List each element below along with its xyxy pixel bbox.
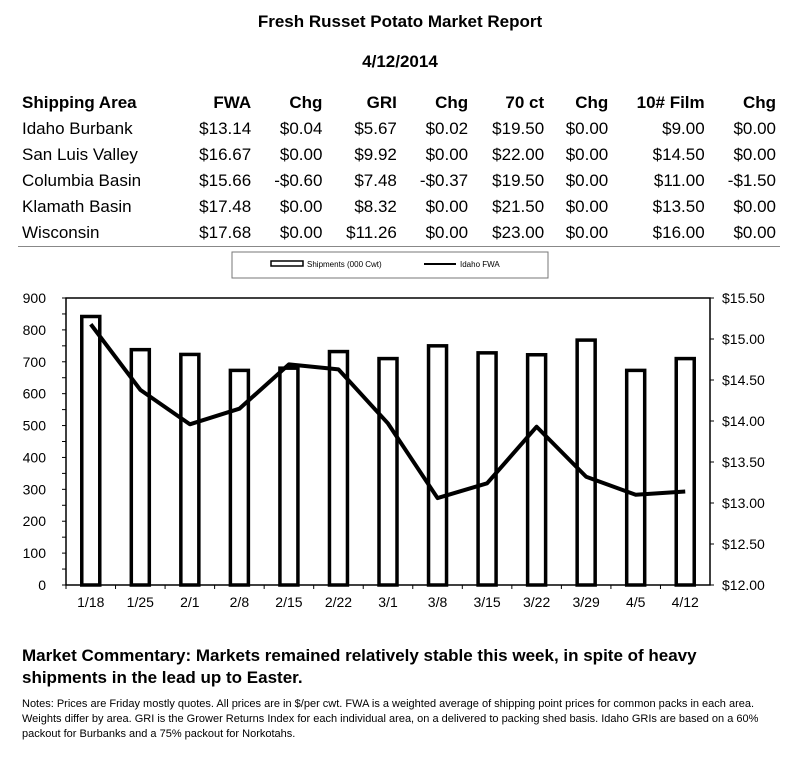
table-cell: $0.00 [565,171,609,190]
table-cell: $14.50 [652,145,705,164]
table-cell: $0.00 [401,220,472,247]
shipments-bar [131,350,149,585]
x-axis-tick-label: 2/1 [180,594,200,610]
right-axis-tick-label: $12.00 [722,577,765,593]
column-header: Chg [289,93,323,112]
table-cell: $0.00 [255,220,326,247]
table-cell: $8.32 [354,197,397,216]
left-axis-tick-label: 100 [22,545,46,562]
x-axis-tick-label: 3/15 [473,594,501,610]
table-cell: $5.67 [354,119,397,138]
table-cell: $17.48 [199,197,252,216]
table-cell: $11.00 [653,171,705,190]
table-cell: Columbia Basin [22,171,142,190]
shipments-bar [379,359,397,585]
x-axis-tick-label: 2/15 [275,594,303,610]
table-cell: $15.66 [199,171,252,190]
shipments-bar [478,353,496,585]
right-axis-tick-label: $15.00 [722,331,765,347]
right-axis-tick-label: $13.50 [722,454,765,470]
shipments-bar [82,316,100,585]
column-header: FWA [213,93,252,112]
table-row [18,168,780,194]
table-cell: $22.00 [492,145,545,164]
table-cell: $0.00 [279,197,323,216]
table-cell: $21.50 [492,197,545,216]
notes: Notes: Prices are Friday mostly quotes. All prices are in $/per cwt. FWA is a weighted average of shipping point prices for common packs in each area. Weights differ by area. GRI is the Grower Returns Index for each individual area, on a delivered to packing shed basis. Idaho GRIs are based on a 60% packout for Burbanks and a 75% packout for Norkotahs. [22,698,759,740]
table-cell: $17.68 [179,220,255,247]
table-cell: $0.04 [279,119,323,138]
column-header: 10# Film [636,93,705,112]
table-row [18,116,780,142]
shipments-bar [329,352,347,585]
x-axis-tick-label: 3/8 [427,594,448,610]
column-header: Chg [742,93,776,112]
table-cell: $7.48 [354,171,397,190]
price-table-body [18,116,780,247]
legend-label-idaho-fwa: Idaho FWA [460,260,500,269]
table-cell: $0.00 [733,119,776,138]
report-date: 4/12/2014 [362,52,438,71]
table-cell: -$0.37 [419,171,469,190]
shipments-bar [577,340,595,585]
x-axis-tick-label: 1/25 [126,594,154,610]
x-axis-tick-label: 1/18 [77,594,105,610]
table-cell: $0.00 [709,220,780,247]
table-row [18,194,780,220]
shipments-bar [528,355,546,585]
left-axis-tick-label: 800 [22,321,46,338]
table-cell: San Luis Valley [22,145,138,164]
table-cell: Wisconsin [18,220,179,247]
left-axis-tick-label: 300 [22,481,46,498]
table-cell: $23.00 [472,220,548,247]
legend-bar-swatch [271,261,303,266]
x-axis-tick-label: 4/5 [625,594,646,610]
right-axis-tick-label: $14.50 [722,372,765,388]
column-header: Chg [435,93,469,112]
table-cell: $0.00 [733,145,776,164]
table-cell: $9.00 [662,119,705,138]
price-table [18,90,780,247]
right-axis-tick-label: $14.00 [722,413,765,429]
price-table-header [18,90,780,116]
table-cell: $13.50 [652,197,705,216]
left-axis-tick-label: 500 [22,417,46,434]
table-cell: Klamath Basin [22,197,132,216]
table-cell: $0.00 [733,197,776,216]
table-cell: $0.00 [565,197,609,216]
left-axis-tick-label: 600 [22,385,46,402]
table-cell: -$0.60 [274,171,323,190]
market-commentary: Market Commentary: Markets remained relatively stable this week, in spite of heavy shipments in the lead up to Easter. [22,646,697,687]
left-axis-tick-label: 900 [22,290,46,306]
table-row [18,142,780,168]
column-header: Chg [575,93,609,112]
table-cell: $0.00 [279,145,323,164]
shipments-bar [429,346,447,585]
x-axis-tick-label: 3/1 [378,594,398,610]
column-header: GRI [366,93,397,112]
right-axis-tick-label: $15.50 [722,290,765,306]
table-cell: $16.67 [199,145,252,164]
table-cell: -$1.50 [727,171,776,190]
table-cell: $16.00 [612,220,708,247]
right-axis-tick-label: $13.00 [722,495,765,511]
table-cell: $11.26 [326,220,400,247]
shipments-bar [676,359,694,585]
left-axis-tick-label: 700 [22,353,46,370]
shipments-bar [181,354,199,585]
right-axis-tick-label: $12.50 [722,536,765,552]
table-cell: $0.00 [565,119,609,138]
x-axis-tick-label: 4/12 [671,594,699,610]
table-cell: $9.92 [354,145,397,164]
left-axis-tick-label: 400 [22,449,46,466]
x-axis-tick-label: 2/8 [229,594,250,610]
column-header: 70 ct [505,93,545,112]
table-cell: $0.00 [425,197,469,216]
table-cell: $19.50 [492,119,545,138]
shipments-fwa-chart [0,240,800,635]
x-axis-tick-label: 2/22 [324,594,353,610]
table-cell: $0.00 [425,145,469,164]
x-axis-tick-label: 3/29 [572,594,600,610]
left-axis-tick-label: 200 [22,513,46,530]
shipments-bar [627,370,645,585]
table-cell: $19.50 [492,171,545,190]
report-title: Fresh Russet Potato Market Report [257,12,543,31]
legend-label-shipments: Shipments (000 Cwt) [307,260,382,269]
shipments-bar [280,368,298,585]
column-header: Shipping Area [22,93,137,112]
table-cell: $13.14 [199,119,252,138]
left-axis-tick-label: 0 [38,577,46,593]
table-cell: $0.00 [565,145,609,164]
table-cell: $0.02 [425,119,469,138]
table-cell: $0.00 [548,220,612,247]
x-axis-tick-label: 3/22 [522,594,551,610]
table-cell: Idaho Burbank [22,119,133,138]
